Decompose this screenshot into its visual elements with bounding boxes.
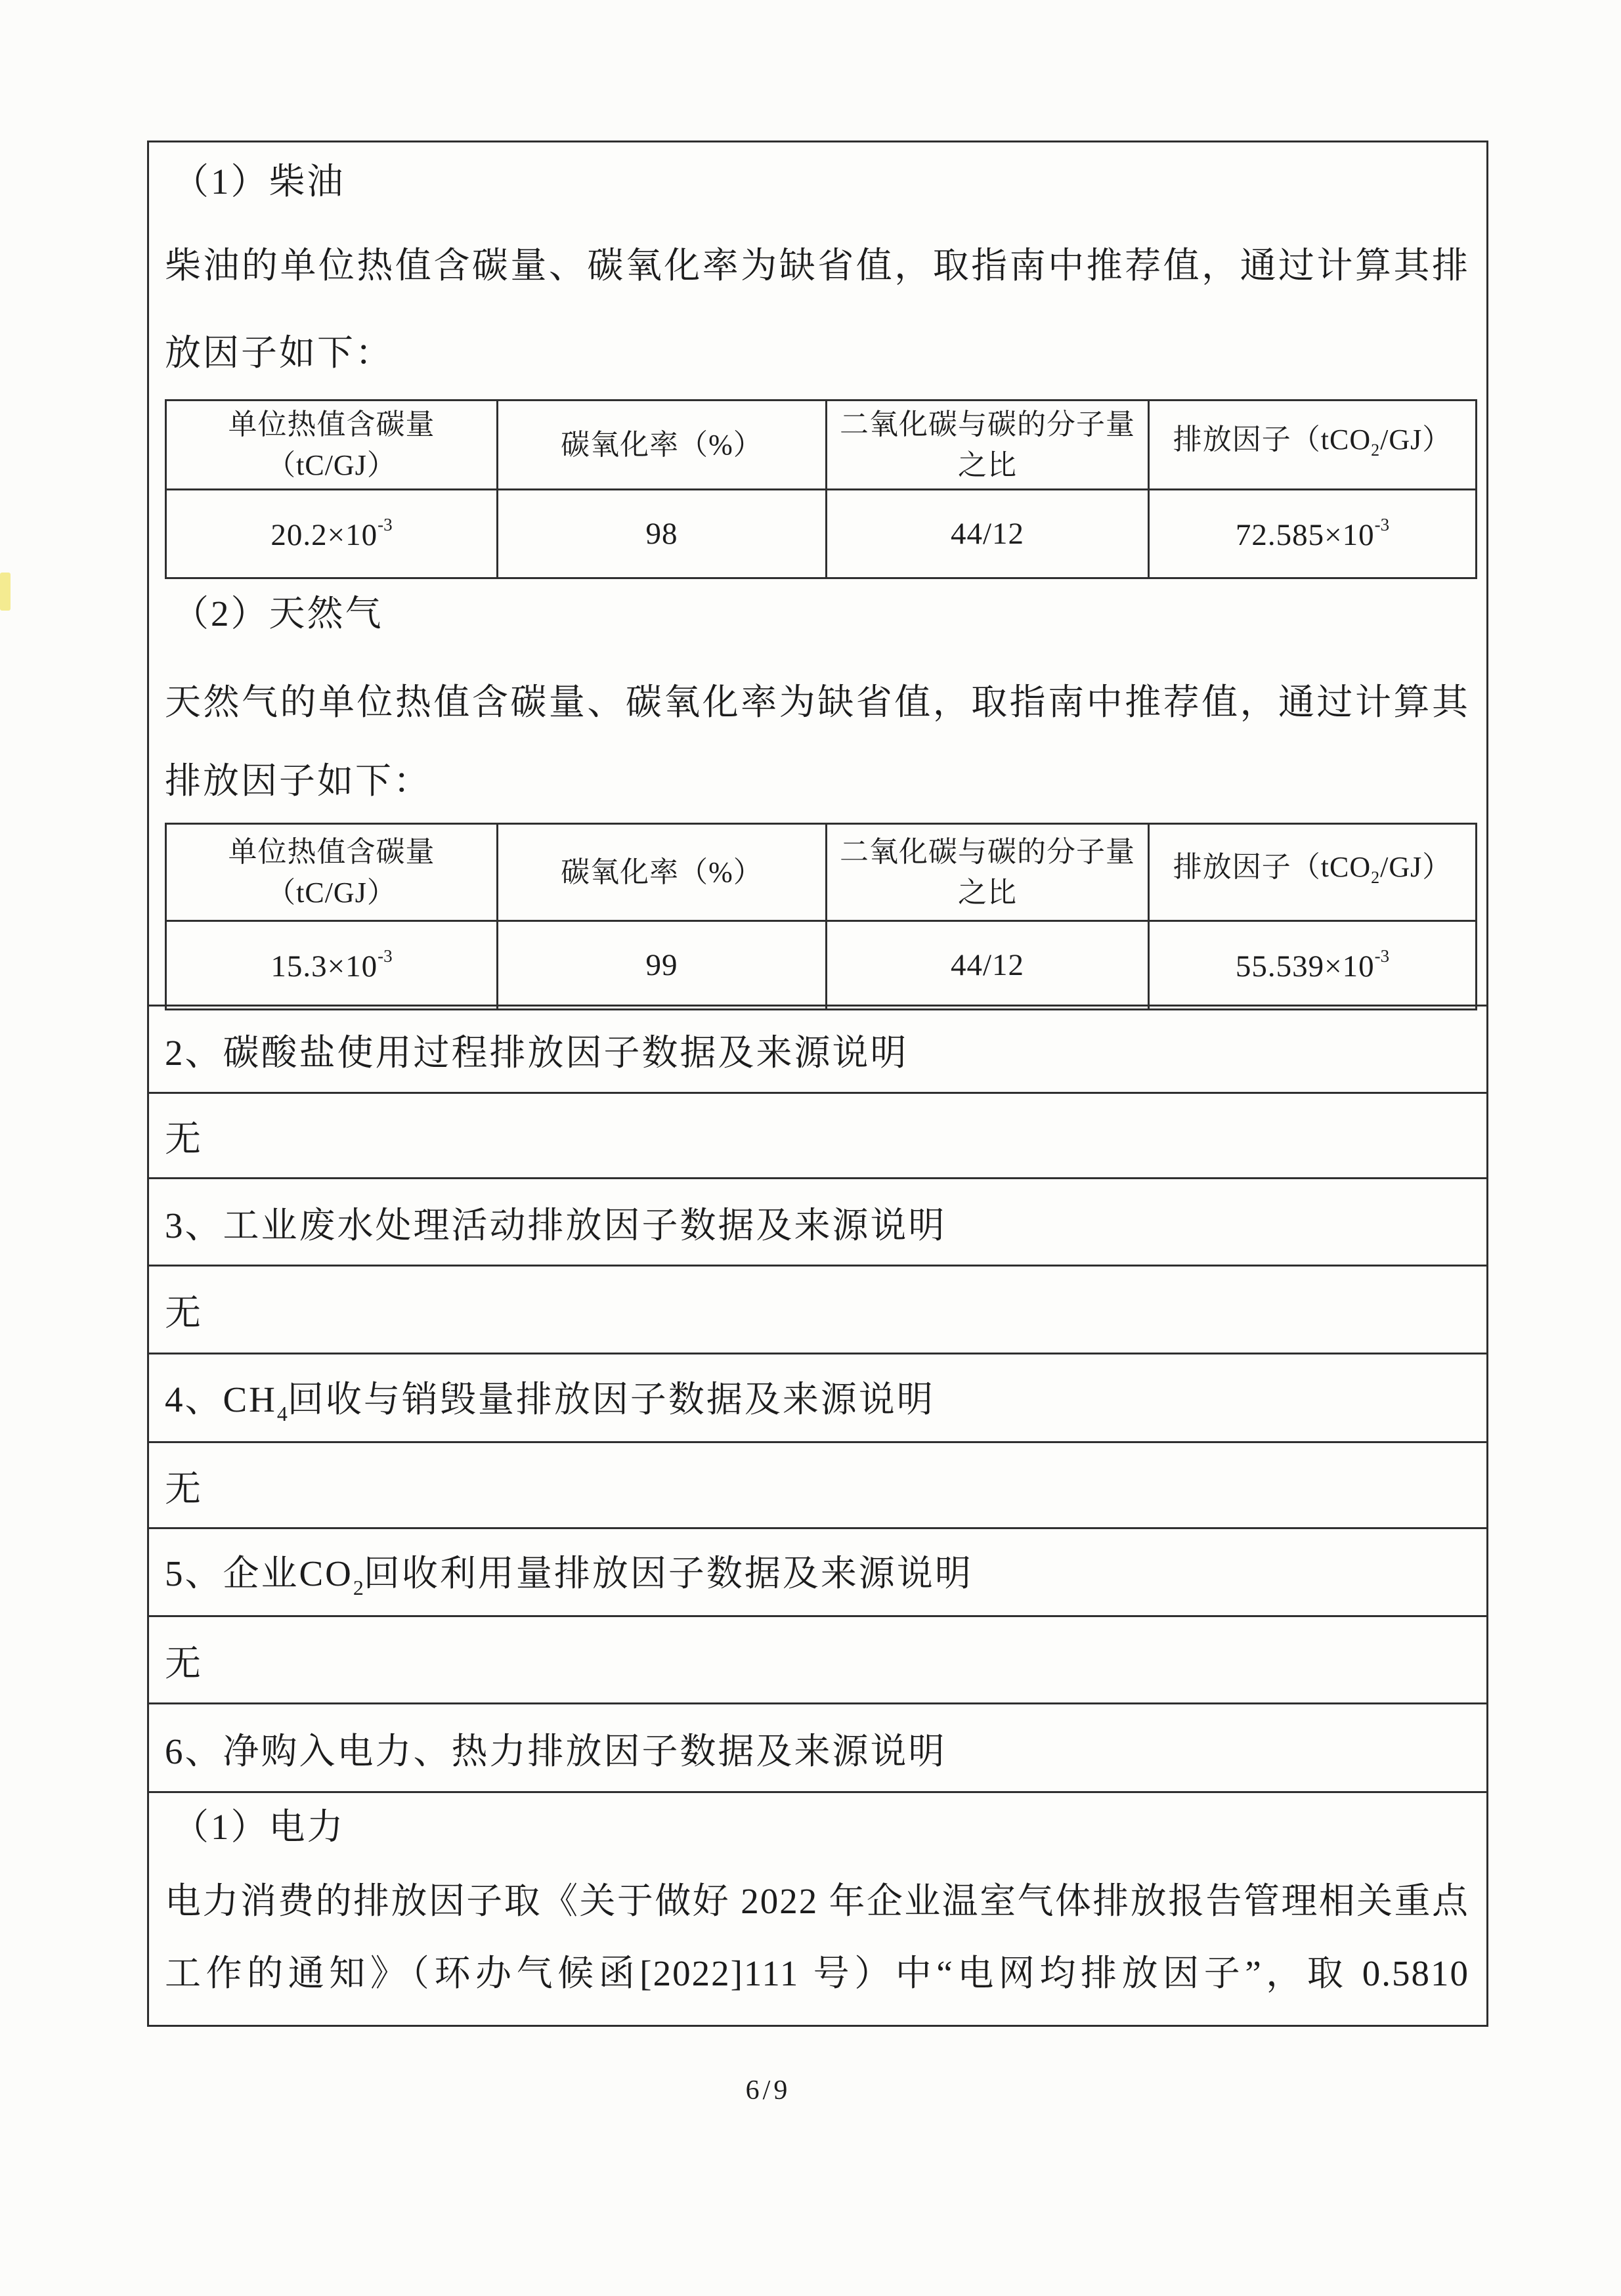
electricity-heading: 6、净购入电力、热力排放因子数据及来源说明	[165, 1731, 947, 1771]
natural-gas-oxidation-rate-value: 99	[497, 921, 826, 1010]
header-carbon-content	[166, 824, 498, 921]
fuel-emission-factor-section	[149, 142, 1486, 1005]
diesel-paragraph-line1: 柴油的单位热值含碳量、碳氧化率为缺省值，取指南中推荐值，通过计算其排	[165, 246, 1469, 286]
diesel-carbon-content-value: $20.2\times 10^{-3}$	[166, 490, 498, 578]
electricity-title: （1）电力	[173, 1807, 345, 1847]
carbonate-heading-row	[149, 1005, 1486, 1092]
exponent: -3	[378, 515, 393, 534]
ch4-value-row	[149, 1441, 1486, 1527]
header-molecular-ratio-line1: 二氧化碳与碳的分子量	[839, 408, 1135, 441]
diesel-oxidation-rate-value: 98	[497, 490, 826, 578]
table-header-row	[166, 401, 1477, 490]
ch4-subscript: 4	[276, 1401, 288, 1425]
header-carbon-content-line1: 单位热值含碳量	[228, 408, 435, 441]
emission-factor-report-table	[147, 141, 1488, 2027]
diesel-section-title: （1）柴油	[173, 162, 345, 202]
scan-artifact	[0, 573, 11, 611]
electricity-paragraph-line1: 电力消费的排放因子取《关于做好 2022 年企业温室气体排放报告管理相关重点	[165, 1881, 1469, 1921]
table-header-row	[166, 824, 1477, 921]
diesel-paragraph-line2: 放因子如下：	[165, 333, 394, 373]
exponent: -3	[1374, 946, 1390, 966]
exponent: -3	[1374, 515, 1390, 534]
natural-gas-paragraph-line1: 天然气的单位热值含碳量、碳氧化率为缺省值，取指南中推荐值，通过计算其	[165, 682, 1469, 722]
header-carbon-content-line2: （tC/GJ）	[267, 876, 397, 909]
co2-recovery-heading-row	[149, 1527, 1486, 1615]
header-carbon-content-line2: （tC/GJ）	[267, 448, 397, 481]
wastewater-heading-row	[149, 1177, 1486, 1265]
diesel-emission-factor-value: $72.585\times 10^{-3}$	[1148, 490, 1476, 578]
header-molecular-ratio	[826, 824, 1148, 921]
carbonate-value-row	[149, 1092, 1486, 1177]
table-row	[166, 490, 1477, 578]
ch4-value: 无	[165, 1468, 204, 1509]
wastewater-heading: 3、工业废水处理活动排放因子数据及来源说明	[165, 1205, 947, 1245]
co2-recovery-value: 无	[165, 1643, 204, 1683]
header-emission-factor: 排放因子（tCO$_2$/GJ）	[1148, 401, 1476, 490]
header-molecular-ratio-line2: 之比	[957, 448, 1017, 481]
co2-recovery-heading: 5、企业$CO_2$回收利用量排放因子数据及来源说明	[165, 1553, 973, 1599]
natural-gas-factor-table	[165, 823, 1477, 1010]
carbonate-heading: 2、碳酸盐使用过程排放因子数据及来源说明	[165, 1032, 909, 1073]
natural-gas-carbon-content-value: $15.3\times 10^{-3}$	[166, 921, 498, 1010]
header-carbon-content	[166, 401, 498, 490]
header-molecular-ratio	[826, 401, 1148, 490]
header-molecular-ratio-line1: 二氧化碳与碳的分子量	[839, 835, 1135, 868]
carbonate-value: 无	[165, 1119, 204, 1159]
co2-subscript: 2	[353, 1576, 364, 1599]
co2-recovery-value-row	[149, 1615, 1486, 1702]
electricity-paragraph-line2: 工作的通知》（环办气候函[2022]111 号）中“电网均排放因子”，取 0.5810	[165, 1953, 1469, 1993]
natural-gas-section-title: （2）天然气	[173, 594, 383, 634]
wastewater-value-row	[149, 1265, 1486, 1353]
diesel-ratio-value: 44/12	[826, 490, 1148, 578]
co2-subscript: 2	[1371, 440, 1381, 460]
ch4-heading: 4、$CH_4$回收与销毁量排放因子数据及来源说明	[165, 1379, 935, 1425]
header-carbon-content-line1: 单位热值含碳量	[228, 835, 435, 868]
natural-gas-ratio-value: 44/12	[826, 921, 1148, 1010]
ch4-heading-row	[149, 1353, 1486, 1441]
header-oxidation-rate: 碳氧化率（%）	[497, 401, 826, 490]
page-number: 6/9	[745, 2075, 791, 2106]
header-molecular-ratio-line2: 之比	[957, 876, 1017, 909]
diesel-factor-table	[165, 399, 1477, 579]
wastewater-value: 无	[165, 1293, 204, 1333]
natural-gas-paragraph-line2: 排放因子如下：	[165, 761, 432, 801]
co2-subscript: 2	[1371, 867, 1381, 887]
header-emission-factor: 排放因子（tCO$_2$/GJ）	[1148, 824, 1476, 921]
electricity-heading-row	[149, 1702, 1486, 1791]
header-oxidation-rate: 碳氧化率（%）	[497, 824, 826, 921]
natural-gas-emission-factor-value: $55.539\times 10^{-3}$	[1148, 921, 1476, 1010]
table-row	[166, 921, 1477, 1010]
exponent: -3	[378, 946, 393, 966]
electricity-section	[149, 1791, 1486, 2029]
